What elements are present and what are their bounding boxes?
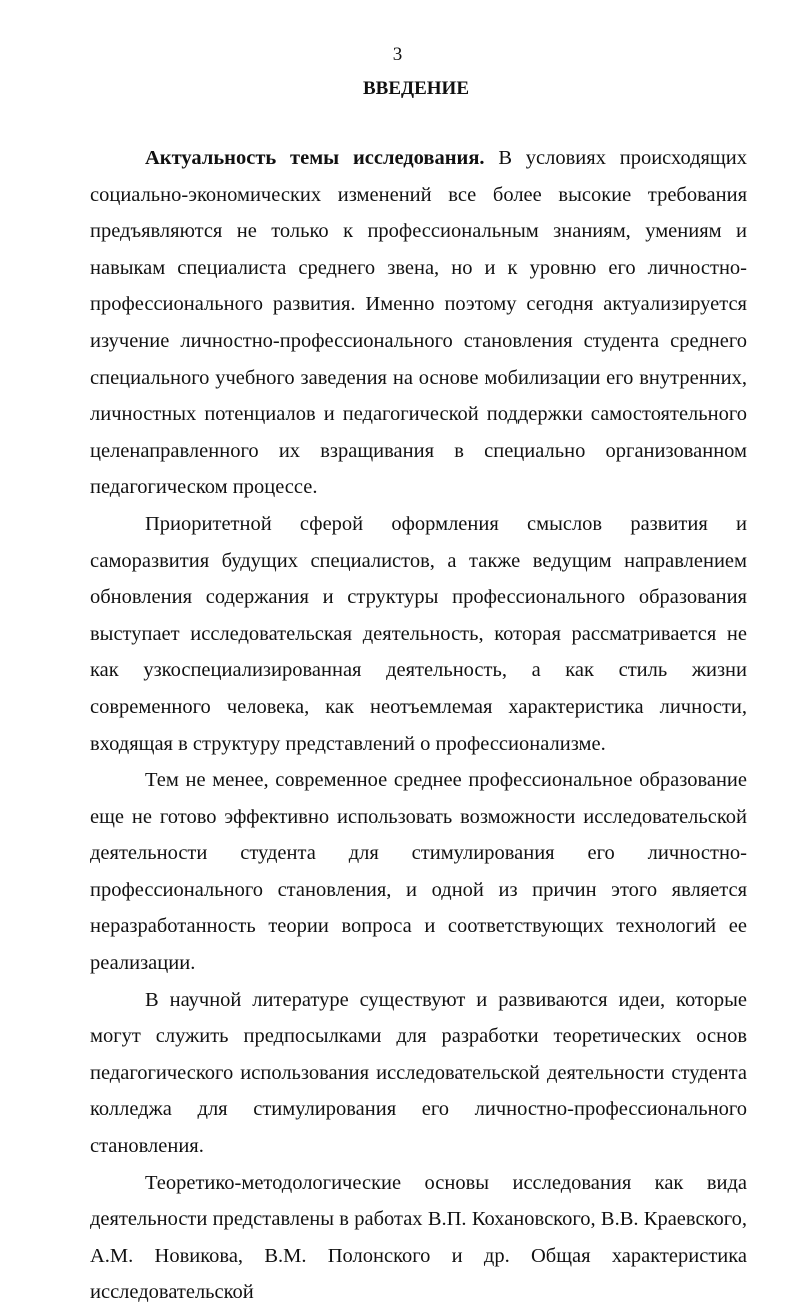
paragraph: Тем не менее, современное среднее профессиональное образование еще не готово эффективно использовать возможности исследовательской деятельности студента для стимулирования его личностно-профессионального становления, и одной из причин этого является неразработанность теории вопроса и соответствующих технологий ее реализации. xyxy=(90,769,747,975)
paragraph: Теоретико-методологические основы исследования как вида деятельности представлены в работах В.П. Кохановского, В.В. Краевского, А.М. Новикова, В.М. Полонского и др. Общая характеристика исследовательской xyxy=(90,1171,747,1304)
paragraph: В научной литературе существуют и развиваются идеи, которые могут служить предпосылками для разработки теоретических основ педагогического использования исследовательской деятельности студента колледжа для стимулирования его личностно-профессионального становления. xyxy=(90,988,747,1158)
paragraph: Приоритетной сферой оформления смыслов развития и саморазвития будущих специалистов, а также ведущим направлением обновления содержания и структуры профессионального образования выступает исследовательская деятельность, которая рассматривается не как узкоспециализированная деятельность, а как стиль жизни современного человека, как неотъемлемая характеристика личности, входящая в структуру представлений о профессионализме. xyxy=(90,512,747,755)
paragraph-text: В условиях происходящих социально-экономических изменений все более высокие требования предъявляются не только к профессиональным знаниям, умениям и навыкам специалиста среднего звена, но и к уровню его личностно-профессионального развития. Именно поэтому сегодня актуализируется изучение личностно-профессионального становления студента среднего специального учебного заведения на основе мобилизации его внутренних, личностных потенциалов и педагогической поддержки самостоятельного целенаправленного их взращивания в специально организованном педагогическом процессе. xyxy=(90,147,747,499)
paragraph-relevance xyxy=(90,140,747,506)
section-heading: ВВЕДЕНИЕ xyxy=(363,78,469,99)
body-text xyxy=(90,140,747,1311)
page-number: 3 xyxy=(392,44,403,65)
paragraph-lead: Актуальность темы исследования. xyxy=(145,147,485,169)
